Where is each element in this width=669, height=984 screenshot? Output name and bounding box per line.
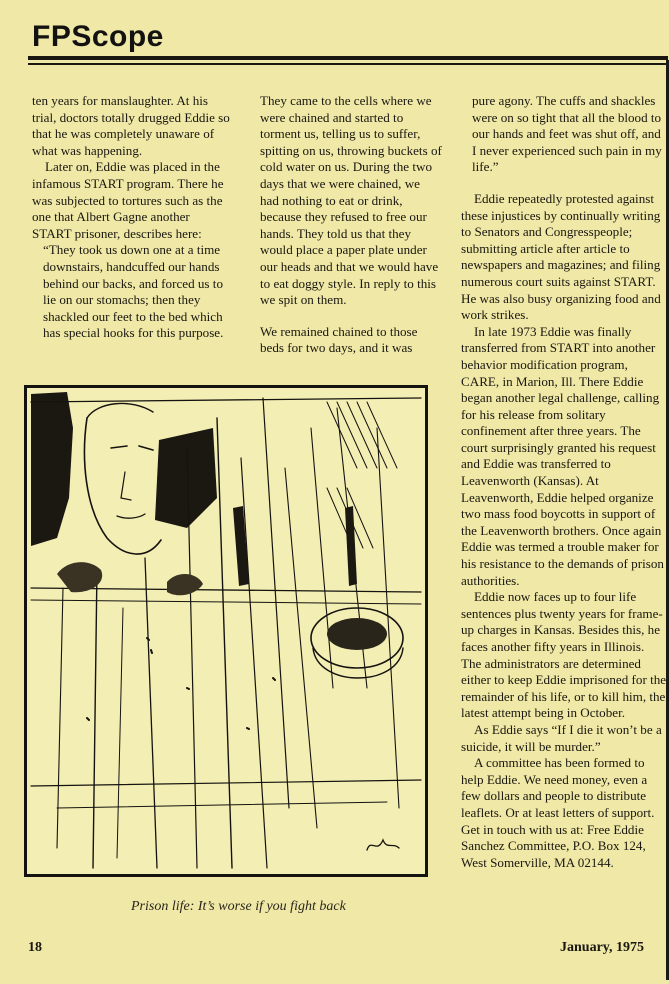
paragraph: Eddie now faces up to four life sentences plus twenty years for frame-up charges in Kansas. Besides this, he faces another fifty years in Illinois. The administrators are determined either to keep Eddie imprisoned for the remainder of his life, or to kill him, the latest attempt being in October. <box>461 589 667 721</box>
masthead-title: FPScope <box>32 20 164 53</box>
paragraph: ten years for manslaughter. At his trial, doctors totally drugged Eddie so that he was completely unaware of what was happening. <box>32 93 230 158</box>
paragraph: A committee has been formed to help Eddie. We need money, even a few dollars and people to distribute leaflets. Or at least letters of support. Get in touch with us at: Free Eddie Sanchez Committee, P.O. Box 124, West Somerville, MA 02144. <box>461 755 655 870</box>
paragraph: As Eddie says “If I die it won’t be a suicide, it will be murder.” <box>461 721 662 754</box>
quote-paragraph: pure agony. The cuffs and shackles were on so tight that all the blood to our hands and feet was shut off, and I never experienced such pain in my life.” <box>472 93 662 175</box>
article-column-left <box>32 93 232 342</box>
prison-illustration <box>24 385 428 877</box>
paragraph: Later on, Eddie was placed in the infamous START program. There he was subjected to tortures such as the one that Albert Gagne another START prisoner, describes here: <box>32 159 224 241</box>
paragraph: They came to the cells where we were chained and started to torment us, telling us to suffer, spitting on us, throwing buckets of cold water on us. During the two days that we were chained, we had nothing to eat or drink, because they refused to free our hands. They told us that they would place a paper plate under our heads and that we would have to eat doggy style. In reply to this we spit on them. <box>260 93 442 308</box>
masthead-rule-thick <box>28 56 668 60</box>
paragraph: Eddie repeatedly protested against these injustices by continually writing to Senators and Congresspeople; submitting article after article to newspapers and magazines; and filing numerous court suits against START. He was also busy organizing food and work strikes. <box>461 190 661 323</box>
page-number: 18 <box>28 940 42 955</box>
issue-date: January, 1975 <box>560 940 645 955</box>
masthead-rule-thin <box>28 63 668 65</box>
article-column-middle <box>260 93 442 357</box>
paragraph: In late 1973 Eddie was finally transferred from START into another behavior modification program, CARE, in Marion, Ill. There Eddie began another legal challenge, calling for his release from solitary confinement after three years. The court surprisingly granted his request and Eddie was transferred to Leavenworth (Kansas). At Leavenworth, Eddie helped organize two mass food boycotts in support of the Leavenworth brothers. Once again Eddie was termed a trouble maker for his resistance to the demands of prison authorities. <box>461 323 664 588</box>
paragraph: We remained chained to those beds for two days, and it was <box>260 323 418 356</box>
article-column-right <box>461 93 667 871</box>
quote-paragraph: “They took us down one at a time downstairs, handcuffed our hands behind our backs, and forced us to lie on our stomachs; then they shackled our feet to the bed which has special hooks for this purpose. <box>43 242 224 341</box>
illustration-caption: Prison life: It’s worse if you fight back <box>131 899 346 914</box>
